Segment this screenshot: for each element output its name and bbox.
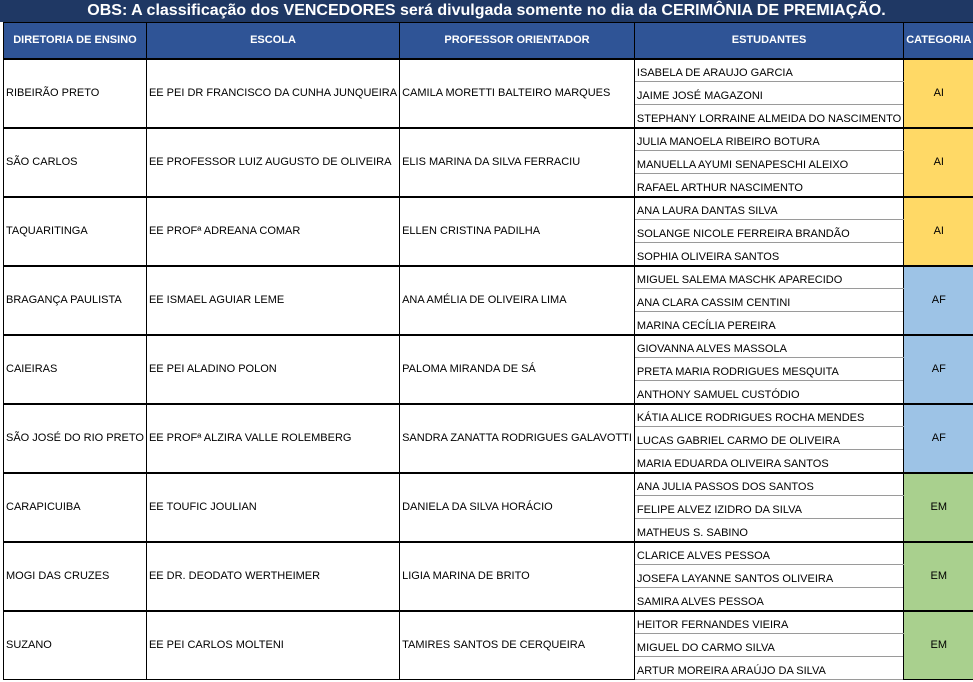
professor-cell: DANIELA DA SILVA HORÁCIO bbox=[400, 473, 635, 542]
table-row bbox=[4, 128, 973, 151]
table-row bbox=[4, 335, 973, 358]
table-row bbox=[4, 611, 973, 634]
escola-cell: EE PEI ALADINO POLON bbox=[146, 335, 399, 404]
student-cell: ANA CLARA CASSIM CENTINI bbox=[634, 289, 903, 312]
student-cell: ARTUR MOREIRA ARAÚJO DA SILVA bbox=[634, 657, 903, 680]
student-cell: JAIME JOSÉ MAGAZONI bbox=[634, 82, 903, 105]
escola-cell: EE TOUFIC JOULIAN bbox=[146, 473, 399, 542]
category-cell: AF bbox=[904, 335, 973, 404]
category-cell: AI bbox=[904, 128, 973, 197]
table-row bbox=[4, 404, 973, 427]
escola-cell: EE ISMAEL AGUIAR LEME bbox=[146, 266, 399, 335]
student-cell: MIGUEL SALEMA MASCHK APARECIDO bbox=[634, 266, 903, 289]
professor-cell: SANDRA ZANATTA RODRIGUES GALAVOTTI bbox=[400, 404, 635, 473]
category-cell: AI bbox=[904, 197, 973, 266]
category-cell: EM bbox=[904, 611, 973, 680]
student-cell: ANTHONY SAMUEL CUSTÓDIO bbox=[634, 381, 903, 404]
student-cell: KÁTIA ALICE RODRIGUES ROCHA MENDES bbox=[634, 404, 903, 427]
student-cell: JOSEFA LAYANNE SANTOS OLIVEIRA bbox=[634, 565, 903, 588]
student-cell: ISABELA DE ARAUJO GARCIA bbox=[634, 59, 903, 82]
header-professor: PROFESSOR ORIENTADOR bbox=[400, 23, 635, 59]
table-row bbox=[4, 542, 973, 565]
student-cell: LUCAS GABRIEL CARMO DE OLIVEIRA bbox=[634, 427, 903, 450]
student-cell: CLARICE ALVES PESSOA bbox=[634, 542, 903, 565]
student-cell: FELIPE ALVEZ IZIDRO DA SILVA bbox=[634, 496, 903, 519]
student-cell: PRETA MARIA RODRIGUES MESQUITA bbox=[634, 358, 903, 381]
header-row bbox=[4, 23, 973, 59]
professor-cell: TAMIRES SANTOS DE CERQUEIRA bbox=[400, 611, 635, 680]
table-row bbox=[4, 59, 973, 82]
category-cell: EM bbox=[904, 542, 973, 611]
student-cell: ANA LAURA DANTAS SILVA bbox=[634, 197, 903, 220]
diretoria-cell: BRAGANÇA PAULISTA bbox=[4, 266, 147, 335]
student-cell: HEITOR FERNANDES VIEIRA bbox=[634, 611, 903, 634]
header-estudantes: ESTUDANTES bbox=[634, 23, 903, 59]
category-cell: AI bbox=[904, 59, 973, 128]
header-escola: ESCOLA bbox=[146, 23, 399, 59]
category-cell: AF bbox=[904, 404, 973, 473]
table-body bbox=[4, 59, 973, 680]
table-row bbox=[4, 197, 973, 220]
category-cell: AF bbox=[904, 266, 973, 335]
header-diretoria: DIRETORIA DE ENSINO bbox=[4, 23, 147, 59]
student-cell: MANUELLA AYUMI SENAPESCHI ALEIXO bbox=[634, 151, 903, 174]
student-cell: ANA JULIA PASSOS DOS SANTOS bbox=[634, 473, 903, 496]
student-cell: MIGUEL DO CARMO SILVA bbox=[634, 634, 903, 657]
diretoria-cell: MOGI DAS CRUZES bbox=[4, 542, 147, 611]
diretoria-cell: CARAPICUIBA bbox=[4, 473, 147, 542]
escola-cell: EE DR. DEODATO WERTHEIMER bbox=[146, 542, 399, 611]
professor-cell: CAMILA MORETTI BALTEIRO MARQUES bbox=[400, 59, 635, 128]
table-row bbox=[4, 266, 973, 289]
professor-cell: LIGIA MARINA DE BRITO bbox=[400, 542, 635, 611]
escola-cell: EE PEI CARLOS MOLTENI bbox=[146, 611, 399, 680]
student-cell: SAMIRA ALVES PESSOA bbox=[634, 588, 903, 611]
student-cell: MATHEUS S. SABINO bbox=[634, 519, 903, 542]
professor-cell: PALOMA MIRANDA DE SÁ bbox=[400, 335, 635, 404]
diretoria-cell: SÃO CARLOS bbox=[4, 128, 147, 197]
escola-cell: EE PROFª ALZIRA VALLE ROLEMBERG bbox=[146, 404, 399, 473]
diretoria-cell: SUZANO bbox=[4, 611, 147, 680]
student-cell: MARIA EDUARDA OLIVEIRA SANTOS bbox=[634, 450, 903, 473]
escola-cell: EE PROFESSOR LUIZ AUGUSTO DE OLIVEIRA bbox=[146, 128, 399, 197]
professor-cell: ANA AMÉLIA DE OLIVEIRA LIMA bbox=[400, 266, 635, 335]
escola-cell: EE PROFª ADREANA COMAR bbox=[146, 197, 399, 266]
student-cell: SOPHIA OLIVEIRA SANTOS bbox=[634, 243, 903, 266]
escola-cell: EE PEI DR FRANCISCO DA CUNHA JUNQUEIRA bbox=[146, 59, 399, 128]
student-cell: MARINA CECÍLIA PEREIRA bbox=[634, 312, 903, 335]
notice-banner: OBS: A classificação dos VENCEDORES será divulgada somente no dia da CERIMÔNIA DE PREMIAÇÃO. bbox=[0, 0, 973, 22]
diretoria-cell: CAIEIRAS bbox=[4, 335, 147, 404]
student-cell: STEPHANY LORRAINE ALMEIDA DO NASCIMENTO bbox=[634, 105, 903, 128]
diretoria-cell: SÃO JOSÉ DO RIO PRETO bbox=[4, 404, 147, 473]
diretoria-cell: RIBEIRÃO PRETO bbox=[4, 59, 147, 128]
professor-cell: ELIS MARINA DA SILVA FERRACIU bbox=[400, 128, 635, 197]
student-cell: SOLANGE NICOLE FERREIRA BRANDÃO bbox=[634, 220, 903, 243]
student-cell: GIOVANNA ALVES MASSOLA bbox=[634, 335, 903, 358]
table-row bbox=[4, 473, 973, 496]
winners-table bbox=[3, 22, 973, 680]
student-cell: JULIA MANOELA RIBEIRO BOTURA bbox=[634, 128, 903, 151]
header-categoria: CATEGORIA bbox=[904, 23, 973, 59]
professor-cell: ELLEN CRISTINA PADILHA bbox=[400, 197, 635, 266]
student-cell: RAFAEL ARTHUR NASCIMENTO bbox=[634, 174, 903, 197]
diretoria-cell: TAQUARITINGA bbox=[4, 197, 147, 266]
category-cell: EM bbox=[904, 473, 973, 542]
